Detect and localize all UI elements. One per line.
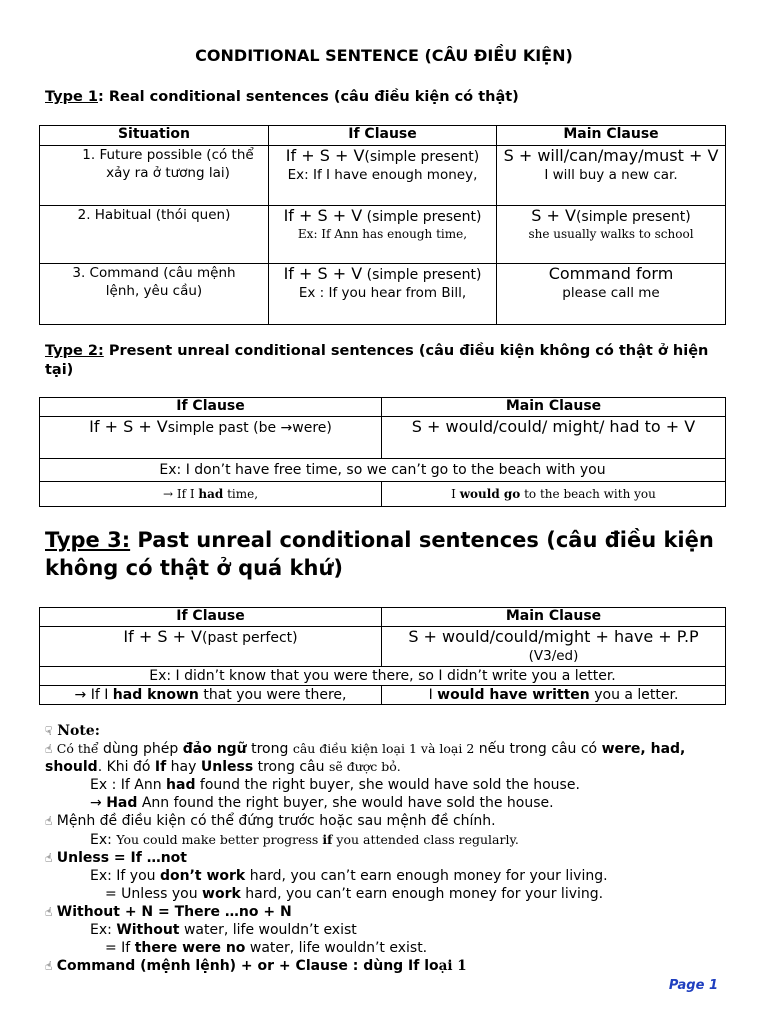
pointing-finger-icon: ☝ [45,959,53,974]
type2-ex-if: → If I had time, [40,482,382,507]
type3-ex-if: → If I had known that you were there, [40,686,382,705]
note-item: ☝ Unless = If …not [45,849,187,866]
type2-heading [45,342,725,380]
type3-example: Ex: I didn’t know that you were there, so I didn’t write you a letter. [40,667,726,686]
page-number: Page 1 [668,978,718,993]
type2-header-if: If Clause [40,398,382,417]
table-row [40,482,726,507]
type1-row1-main: S + will/can/may/must + V I will buy a new car. [497,146,726,206]
type2-table [39,397,726,507]
type2-label: Type 2: [45,343,104,359]
type1-header-if: If Clause [269,126,497,146]
note-example: Ex: Without water, life wouldn’t exist [90,922,357,939]
table-row [40,686,726,705]
table-row [40,417,726,459]
type1-row2-if: If + S + V (simple present) Ex: If Ann has enough time, [269,206,497,264]
pointing-finger-icon: ☝ [45,850,53,865]
document-title: CONDITIONAL SENTENCE (CÂU ĐIỀU KIỆN) [195,46,573,65]
type1-row1-situation: 1. Future possible (có thể xảy ra ở tương lai) [40,146,269,206]
type1-label: Type 1 [45,89,98,105]
note-item: ☝ Without + N = There …no + N [45,903,292,920]
type1-table [39,125,726,325]
note-heading: ☟ Note: [45,723,100,739]
type3-heading [45,526,725,582]
type2-if-cell: If + S + Vsimple past (be →were) [40,417,382,459]
type1-row1-if: If + S + V(simple present) Ex: If I have enough money, [269,146,497,206]
pointing-finger-icon: ☝ [45,742,53,757]
note-example: = Unless you work hard, you can’t earn enough money for your living. [105,885,604,902]
table-row [40,627,726,667]
table-row [40,667,726,686]
table-row [40,459,726,482]
type2-header-main: Main Clause [382,398,726,417]
type3-heading-text: Past unreal conditional sentences (câu điều kiện không có thật ở quá khứ) [45,528,714,580]
type3-ex-main: I would have written you a letter. [382,686,726,705]
notes-section [45,722,735,975]
type3-header-if: If Clause [40,608,382,627]
type1-heading [45,88,725,107]
type3-main-cell: S + would/could/might + have + P.P (V3/ed) [382,627,726,667]
type1-row3-main: Command form please call me [497,264,726,325]
note-item: ☝ Mệnh đề điều kiện có thể đứng trước hoặc sau mệnh đề chính. [45,813,496,830]
type1-row3-if: If + S + V (simple present) Ex : If you hear from Bill, [269,264,497,325]
type1-header-situation: Situation [40,126,269,146]
type2-example: Ex: I don’t have free time, so we can’t go to the beach with you [40,459,726,482]
type2-ex-main: I would go to the beach with you [382,482,726,507]
note-example: Ex: If you don’t work hard, you can’t earn enough money for your living. [90,867,608,884]
type2-main-cell: S + would/could/ might/ had to + V [382,417,726,459]
type3-header-main: Main Clause [382,608,726,627]
type3-label: Type 3: [45,528,131,552]
note-example: → Had Ann found the right buyer, she would have sold the house. [90,795,554,812]
type1-row3-situation: 3. Command (câu mệnh lệnh, yêu cầu) [40,264,269,325]
table-row [40,264,726,325]
note-item: ☝ Có thể dùng phép đảo ngữ trong câu điều kiện loại 1 và loại 2 nếu trong câu có were, had, should. Khi đó If hay Unless trong câu sẽ được bỏ. [45,741,686,776]
type3-if-cell: If + S + V(past perfect) [40,627,382,667]
type1-heading-text: : Real conditional sentences (câu điều kiện có thật) [97,89,519,105]
pointing-finger-icon: ☝ [45,904,53,919]
pointing-finger-icon: ☝ [45,814,53,829]
note-example: Ex : If Ann had found the right buyer, she would have sold the house. [90,777,580,794]
type3-table [39,607,726,705]
note-example: Ex: You could make better progress if you attended class regularly. [90,831,519,848]
type1-header-main: Main Clause [497,126,726,146]
table-row [40,146,726,206]
hand-pointing-icon: ☟ [45,724,53,738]
note-item: ☝ Command (mệnh lệnh) + or + Clause : dùng If loại 1 [45,958,467,975]
type1-row2-main: S + V(simple present) she usually walks to school [497,206,726,264]
table-row [40,206,726,264]
type2-heading-text: Present unreal conditional sentences (câu điều kiện không có thật ở hiện tại) [45,343,709,378]
note-example: = If there were no water, life wouldn’t exist. [105,940,428,957]
arrow-right-icon: → [90,795,107,812]
type1-row2-situation: 2. Habitual (thói quen) [40,206,269,264]
